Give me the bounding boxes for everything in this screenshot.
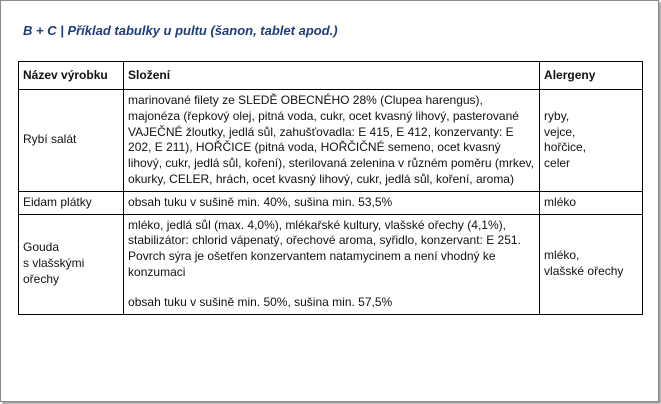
composition-nutrition-text: obsah tuku v sušině min. 50%, sušina min. 57,5%	[128, 294, 393, 309]
table-row	[19, 90, 643, 192]
product-allergens: ryby, vejce, hořčice, celer	[540, 90, 643, 192]
product-name: Eidam plátky	[19, 191, 124, 214]
product-composition	[124, 214, 540, 314]
header-name: Název výrobku	[19, 62, 124, 90]
product-composition	[124, 90, 540, 192]
header-composition: Složení	[124, 62, 540, 90]
product-name: Rybí salát	[19, 90, 124, 192]
header-allergens: Alergeny	[540, 62, 643, 90]
composition-text: mléko, jedlá sůl (max. 4,0%), mlékařské kultury, vlašské ořechy (4,1%), stabilizátor: chlorid vápenatý, ořechové aroma, syřidlo, konzervant: E 251. Povrch sýra je ošetřen konzervantem natamycinem a není vhodný ke konzumaci	[128, 217, 521, 279]
table-row	[19, 214, 643, 314]
product-composition	[124, 191, 540, 214]
product-allergens: mléko, vlašské ořechy	[540, 214, 643, 314]
product-name: Gouda s vlašskými ořechy	[19, 214, 124, 314]
paragraph-spacer	[128, 281, 535, 295]
table-header-row	[19, 62, 643, 90]
page-heading: B + C | Příklad tabulky u pultu (šanon, tablet apod.)	[23, 23, 338, 38]
composition-text: obsah tuku v sušině min. 40%, sušina min. 53,5%	[128, 194, 393, 209]
composition-text: marinované filety ze SLEDĚ OBECNÉHO 28% (Clupea harengus), majonéza (řepkový olej, pitná voda, cukr, ocet kvasný lihový, pasterované VAJEČNÉ žloutky, jedlá sůl, zahušťovadla: E 415, E 412, konzervanty: E 202, E 211), HOŘČICE (pitná voda, HOŘČIČNÉ semeno, ocet kvasný lihový, cukr, jedlá sůl, koření), sterilovaná zelenina v různém poměru (mrkev, okurky, CELER, hrách, ocet kvasný lihový, cukr, jedlá sůl, koření, aroma)	[128, 93, 534, 186]
product-table	[18, 61, 643, 315]
table-row	[19, 191, 643, 214]
product-allergens: mléko	[540, 191, 643, 214]
